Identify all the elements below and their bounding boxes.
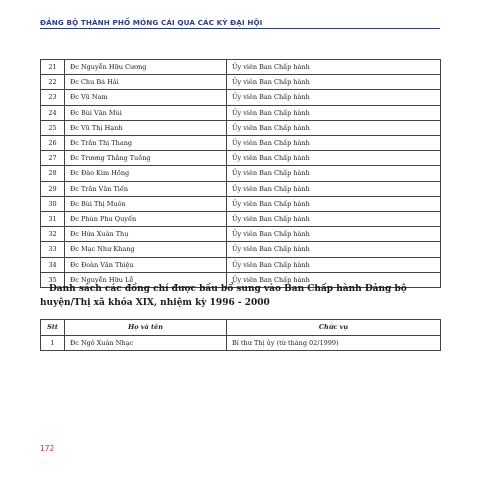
header-name: Họ và tên: [65, 320, 227, 336]
table-row: [41, 242, 441, 257]
member-name: Đc Ngô Xuân Nhạc: [65, 335, 227, 350]
member-role: Ủy viên Ban Chấp hành: [227, 120, 441, 135]
member-role: Ủy viên Ban Chấp hành: [227, 60, 441, 75]
row-number: 25: [41, 120, 65, 135]
table-row: [41, 136, 441, 151]
table-row: [41, 181, 441, 196]
supplementary-members-body: [41, 335, 441, 350]
member-role: Ủy viên Ban Chấp hành: [227, 75, 441, 90]
supplementary-members-table: [40, 319, 441, 351]
member-name: Đc Hứa Xuân Thụ: [65, 227, 227, 242]
member-role: Ủy viên Ban Chấp hành: [227, 105, 441, 120]
member-role: Bí thư Thị ủy (từ tháng 02/1999): [227, 335, 441, 350]
table-row: [41, 105, 441, 120]
row-number: 1: [41, 335, 65, 350]
table-row: [41, 196, 441, 211]
row-number: 32: [41, 227, 65, 242]
member-name: Đc Bùi Văn Mùi: [65, 105, 227, 120]
member-name: Đc Vũ Thị Hạnh: [65, 120, 227, 135]
row-number: 26: [41, 136, 65, 151]
member-role: Ủy viên Ban Chấp hành: [227, 166, 441, 181]
table-row: [41, 75, 441, 90]
header-role: Chức vụ: [227, 320, 441, 336]
row-number: 28: [41, 166, 65, 181]
member-name: Đc Mạc Như Khang: [65, 242, 227, 257]
member-name: Đc Phùn Phu Quyến: [65, 212, 227, 227]
member-name: Đc Đào Kim Hồng: [65, 166, 227, 181]
member-name: Đc Chu Bá Hải: [65, 75, 227, 90]
row-number: 33: [41, 242, 65, 257]
section-heading: Danh sách các đồng chí được bầu bổ sung vào Ban Chấp hành Đảng bộ huyện/Thị xã khóa XIX, nhiệm kỳ 1996 - 2000: [40, 284, 407, 308]
supplementary-table-header: [41, 320, 441, 336]
table-row: [41, 212, 441, 227]
committee-members-table: [40, 59, 441, 288]
row-number: 23: [41, 90, 65, 105]
member-role: Ủy viên Ban Chấp hành: [227, 136, 441, 151]
member-role: Ủy viên Ban Chấp hành: [227, 227, 441, 242]
committee-members-body: [41, 60, 441, 288]
row-number: 30: [41, 196, 65, 211]
row-number: 35: [41, 272, 65, 287]
table-row: [41, 166, 441, 181]
table-row: [41, 60, 441, 75]
table-row: [41, 90, 441, 105]
member-name: Đc Đoàn Văn Thiệu: [65, 257, 227, 272]
member-role: Ủy viên Ban Chấp hành: [227, 181, 441, 196]
member-name: Đc Bùi Thị Muôn: [65, 196, 227, 211]
member-name: Đc Trần Văn Tiến: [65, 181, 227, 196]
table-row: [41, 151, 441, 166]
running-header: ĐẢNG BỘ THÀNH PHỐ MÓNG CÁI QUA CÁC KỲ ĐẠI HỘI: [40, 18, 263, 27]
member-role: Ủy viên Ban Chấp hành: [227, 90, 441, 105]
table-row: [41, 335, 441, 350]
row-number: 22: [41, 75, 65, 90]
member-role: Ủy viên Ban Chấp hành: [227, 257, 441, 272]
row-number: 24: [41, 105, 65, 120]
member-role: Ủy viên Ban Chấp hành: [227, 196, 441, 211]
table-header-row: [41, 320, 441, 336]
table-row: [41, 227, 441, 242]
member-role: Ủy viên Ban Chấp hành: [227, 212, 441, 227]
table-row: [41, 120, 441, 135]
row-number: 29: [41, 181, 65, 196]
member-name: Đc Nguyễn Hữu Lễ: [65, 272, 227, 287]
header-rule: [40, 28, 440, 29]
row-number: 34: [41, 257, 65, 272]
row-number: 21: [41, 60, 65, 75]
member-name: Đc Trần Thị Thang: [65, 136, 227, 151]
row-number: 27: [41, 151, 65, 166]
header-stt: Stt: [41, 320, 65, 336]
table-row: [41, 257, 441, 272]
row-number: 31: [41, 212, 65, 227]
member-role: Ủy viên Ban Chấp hành: [227, 272, 441, 287]
member-name: Đc Trương Thắng Tuồng: [65, 151, 227, 166]
page-number: 172: [40, 444, 55, 453]
member-role: Ủy viên Ban Chấp hành: [227, 242, 441, 257]
member-role: Ủy viên Ban Chấp hành: [227, 151, 441, 166]
member-name: Đc Nguyễn Hữu Cương: [65, 60, 227, 75]
member-name: Đc Vũ Nam: [65, 90, 227, 105]
